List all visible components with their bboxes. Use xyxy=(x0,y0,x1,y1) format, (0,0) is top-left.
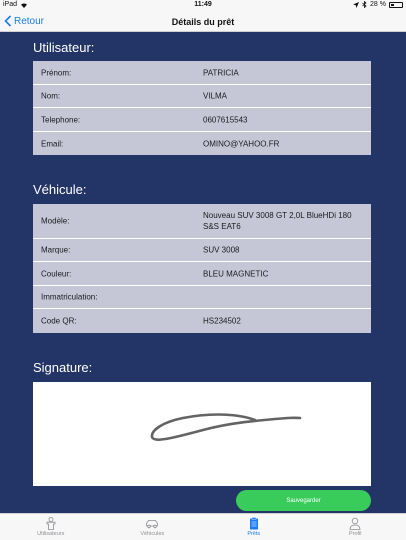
profile-icon xyxy=(348,517,362,530)
signature-pad[interactable] xyxy=(33,382,371,486)
row-value: 0607615543 xyxy=(203,115,248,124)
back-button-label: Retour xyxy=(14,15,45,27)
device-name: iPad xyxy=(3,1,18,8)
vehicle-row-color xyxy=(33,262,371,286)
user-section-title: Utilisateur: xyxy=(33,40,95,55)
row-label: Prénom: xyxy=(41,68,72,77)
location-icon xyxy=(353,2,359,8)
vehicle-row-brand xyxy=(33,239,371,262)
row-value: BLEU MAGNETIC xyxy=(203,269,269,278)
tab-vehicles[interactable] xyxy=(102,514,204,540)
clipboard-icon xyxy=(247,517,261,530)
tab-profile[interactable] xyxy=(305,514,406,540)
vehicle-row-model xyxy=(33,204,371,239)
battery-percent: 28 % xyxy=(370,1,386,8)
row-value: HS234502 xyxy=(203,316,241,326)
row-label: Code QR: xyxy=(41,316,77,326)
user-row-firstname xyxy=(33,61,371,85)
row-label: Immatriculation: xyxy=(41,292,98,302)
battery-icon xyxy=(389,2,403,8)
person-icon xyxy=(44,517,58,530)
status-time: 11:49 xyxy=(194,1,212,8)
row-value: VILMA xyxy=(203,91,228,101)
tab-users-label: Utilisateurs xyxy=(37,531,65,537)
user-row-lastname xyxy=(33,85,371,108)
row-label: Modèle: xyxy=(41,216,70,226)
tab-users[interactable] xyxy=(0,514,102,540)
vehicle-section-title: Véhicule: xyxy=(33,182,87,197)
tab-loans-label: Prêts xyxy=(247,531,261,537)
signature-section-title: Signature: xyxy=(33,360,93,375)
status-right xyxy=(353,1,403,8)
main-content[interactable] xyxy=(0,32,406,513)
status-bar xyxy=(0,0,406,12)
user-info-card xyxy=(33,61,371,155)
user-row-phone xyxy=(33,108,371,132)
user-row-email xyxy=(33,132,371,155)
vehicle-row-qr-code xyxy=(33,309,371,333)
row-label: Couleur: xyxy=(41,269,72,278)
tab-profile-label: Profil xyxy=(348,531,362,537)
signature-stroke xyxy=(33,382,371,486)
row-value: OMINO@YAHOO.FR xyxy=(203,139,280,148)
tab-loans[interactable] xyxy=(203,514,305,540)
bluetooth-icon xyxy=(362,1,367,8)
vehicle-info-card xyxy=(33,204,371,333)
row-value: Nouveau SUV 3008 GT 2,0L BlueHDi 180 S&S EAT6 xyxy=(203,211,352,231)
save-button[interactable]: Sauvegarder xyxy=(236,490,371,511)
row-label: Marque: xyxy=(41,245,71,255)
row-label: Nom: xyxy=(41,91,61,101)
car-icon xyxy=(145,517,159,530)
row-label: Email: xyxy=(41,139,64,148)
row-value: PATRICIA xyxy=(203,68,239,77)
row-value: SUV 3008 xyxy=(203,245,240,255)
tab-bar xyxy=(0,513,406,540)
page-title: Détails du prêt xyxy=(171,17,235,27)
row-label: Telephone: xyxy=(41,115,81,124)
vehicle-row-registration xyxy=(33,286,371,309)
tab-vehicles-label: Véhicules xyxy=(140,531,165,537)
navigation-bar xyxy=(0,12,406,32)
